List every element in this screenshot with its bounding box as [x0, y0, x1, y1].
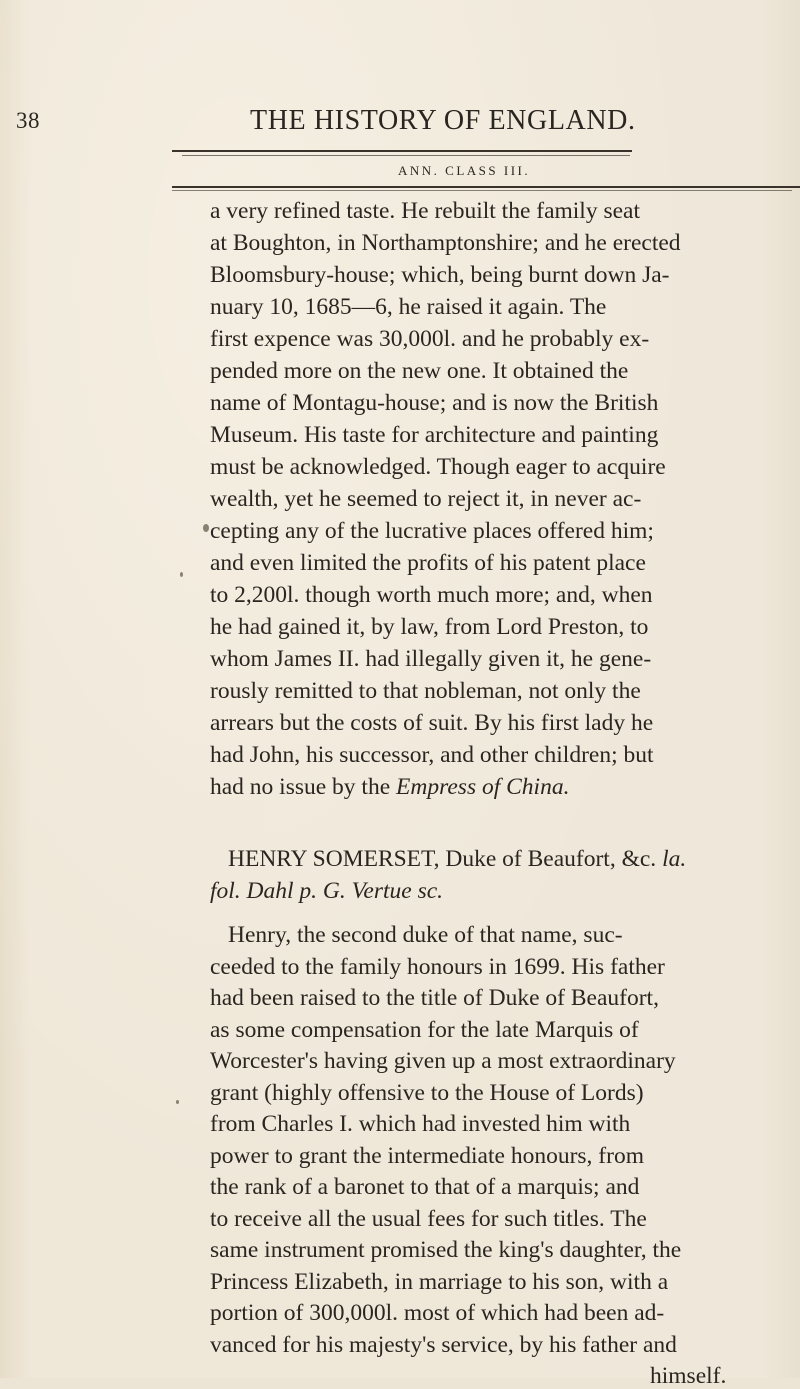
text-line: as some compensation for the late Marquis of — [210, 1016, 639, 1043]
text-line: Worcester's having given up a most extraordinary — [210, 1048, 676, 1074]
text-line: same instrument promised the king's daughter, the — [210, 1237, 682, 1263]
caption-line-2: fol. Dahl p. G. Vertue sc. — [210, 878, 444, 904]
text-line: pended more on the new one. It obtained the — [210, 358, 629, 384]
text-line: to receive all the usual fees for such titles. The — [210, 1205, 647, 1232]
text-line-last — [210, 776, 569, 800]
text-line: from Charles I. which had invested him with — [210, 1111, 631, 1137]
text-line: Museum. His taste for architecture and painting — [210, 422, 659, 448]
text-line: vanced for his majesty's service, by his father and — [210, 1331, 677, 1358]
text-line: rously remitted to that nobleman, not only the — [210, 678, 641, 704]
text-line: wealth, yet he seemed to reject it, in never ac- — [210, 486, 642, 512]
page-number: 38 — [16, 108, 40, 133]
text-line: and even limited the profits of his patent place — [210, 550, 646, 576]
ink-speck — [176, 1100, 179, 1104]
text-line: name of Montagu-house; and is now the British — [210, 390, 659, 416]
caption-line-1 — [228, 848, 686, 872]
text-line: Bloomsbury-house; which, being burnt down Ja- — [210, 262, 670, 288]
header-rule-bottom-thin — [172, 190, 792, 191]
text-line: a very refined taste. He rebuilt the family seat — [210, 198, 640, 224]
text-line: at Boughton, in Northamptonshire; and he erected — [210, 230, 681, 256]
text-line: Henry, the second duke of that name, suc- — [228, 922, 623, 948]
ink-speck — [180, 572, 183, 577]
text-line: ceeded to the family honours in 1699. His father — [210, 953, 665, 980]
header-rule-top-thin — [182, 155, 630, 156]
caption-sitter: HENRY SOMERSET, Duke of Beaufort, &c. — [228, 846, 663, 872]
text-line: arrears but the costs of suit. By his first lady he — [210, 710, 654, 736]
text-line: had been raised to the title of Duke of Beaufort, — [210, 985, 659, 1011]
catchword: himself. — [650, 1363, 727, 1389]
text-line: cepting any of the lucrative places offered him; — [210, 518, 654, 544]
text-line: whom James II. had illegally given it, he gene- — [210, 646, 652, 672]
text-line: first expence was 30,000l. and he probably ex- — [210, 326, 650, 352]
text-italic-title: Empress of China. — [396, 774, 570, 800]
text-line: to 2,200l. though worth much more; and, when — [210, 582, 653, 608]
text-line: Princess Elizabeth, in marriage to his son, with a — [210, 1268, 669, 1295]
text-line: must be acknowledged. Though eager to acquire — [210, 454, 666, 480]
text-line: nuary 10, 1685—6, he raised it again. The — [210, 294, 607, 320]
header-rule-bottom — [172, 186, 800, 188]
caption-format: la. — [662, 846, 687, 872]
text-line: he had gained it, by law, from Lord Preston, to — [210, 614, 649, 640]
section-label: ANN. CLASS III. — [398, 163, 531, 178]
text-line: grant (highly offensive to the House of Lords) — [210, 1079, 644, 1106]
running-title: THE HISTORY OF ENGLAND. — [250, 105, 636, 136]
text-roman: had no issue by the — [210, 774, 397, 800]
header-rule-top — [172, 150, 632, 152]
text-line: power to grant the intermediate honours, from — [210, 1142, 644, 1169]
text-line: the rank of a baronet to that of a marquis; and — [210, 1174, 640, 1200]
text-line: had John, his successor, and other children; but — [210, 742, 654, 768]
ink-speck — [203, 524, 209, 532]
text-line: portion of 300,000l. most of which had been ad- — [210, 1300, 665, 1326]
